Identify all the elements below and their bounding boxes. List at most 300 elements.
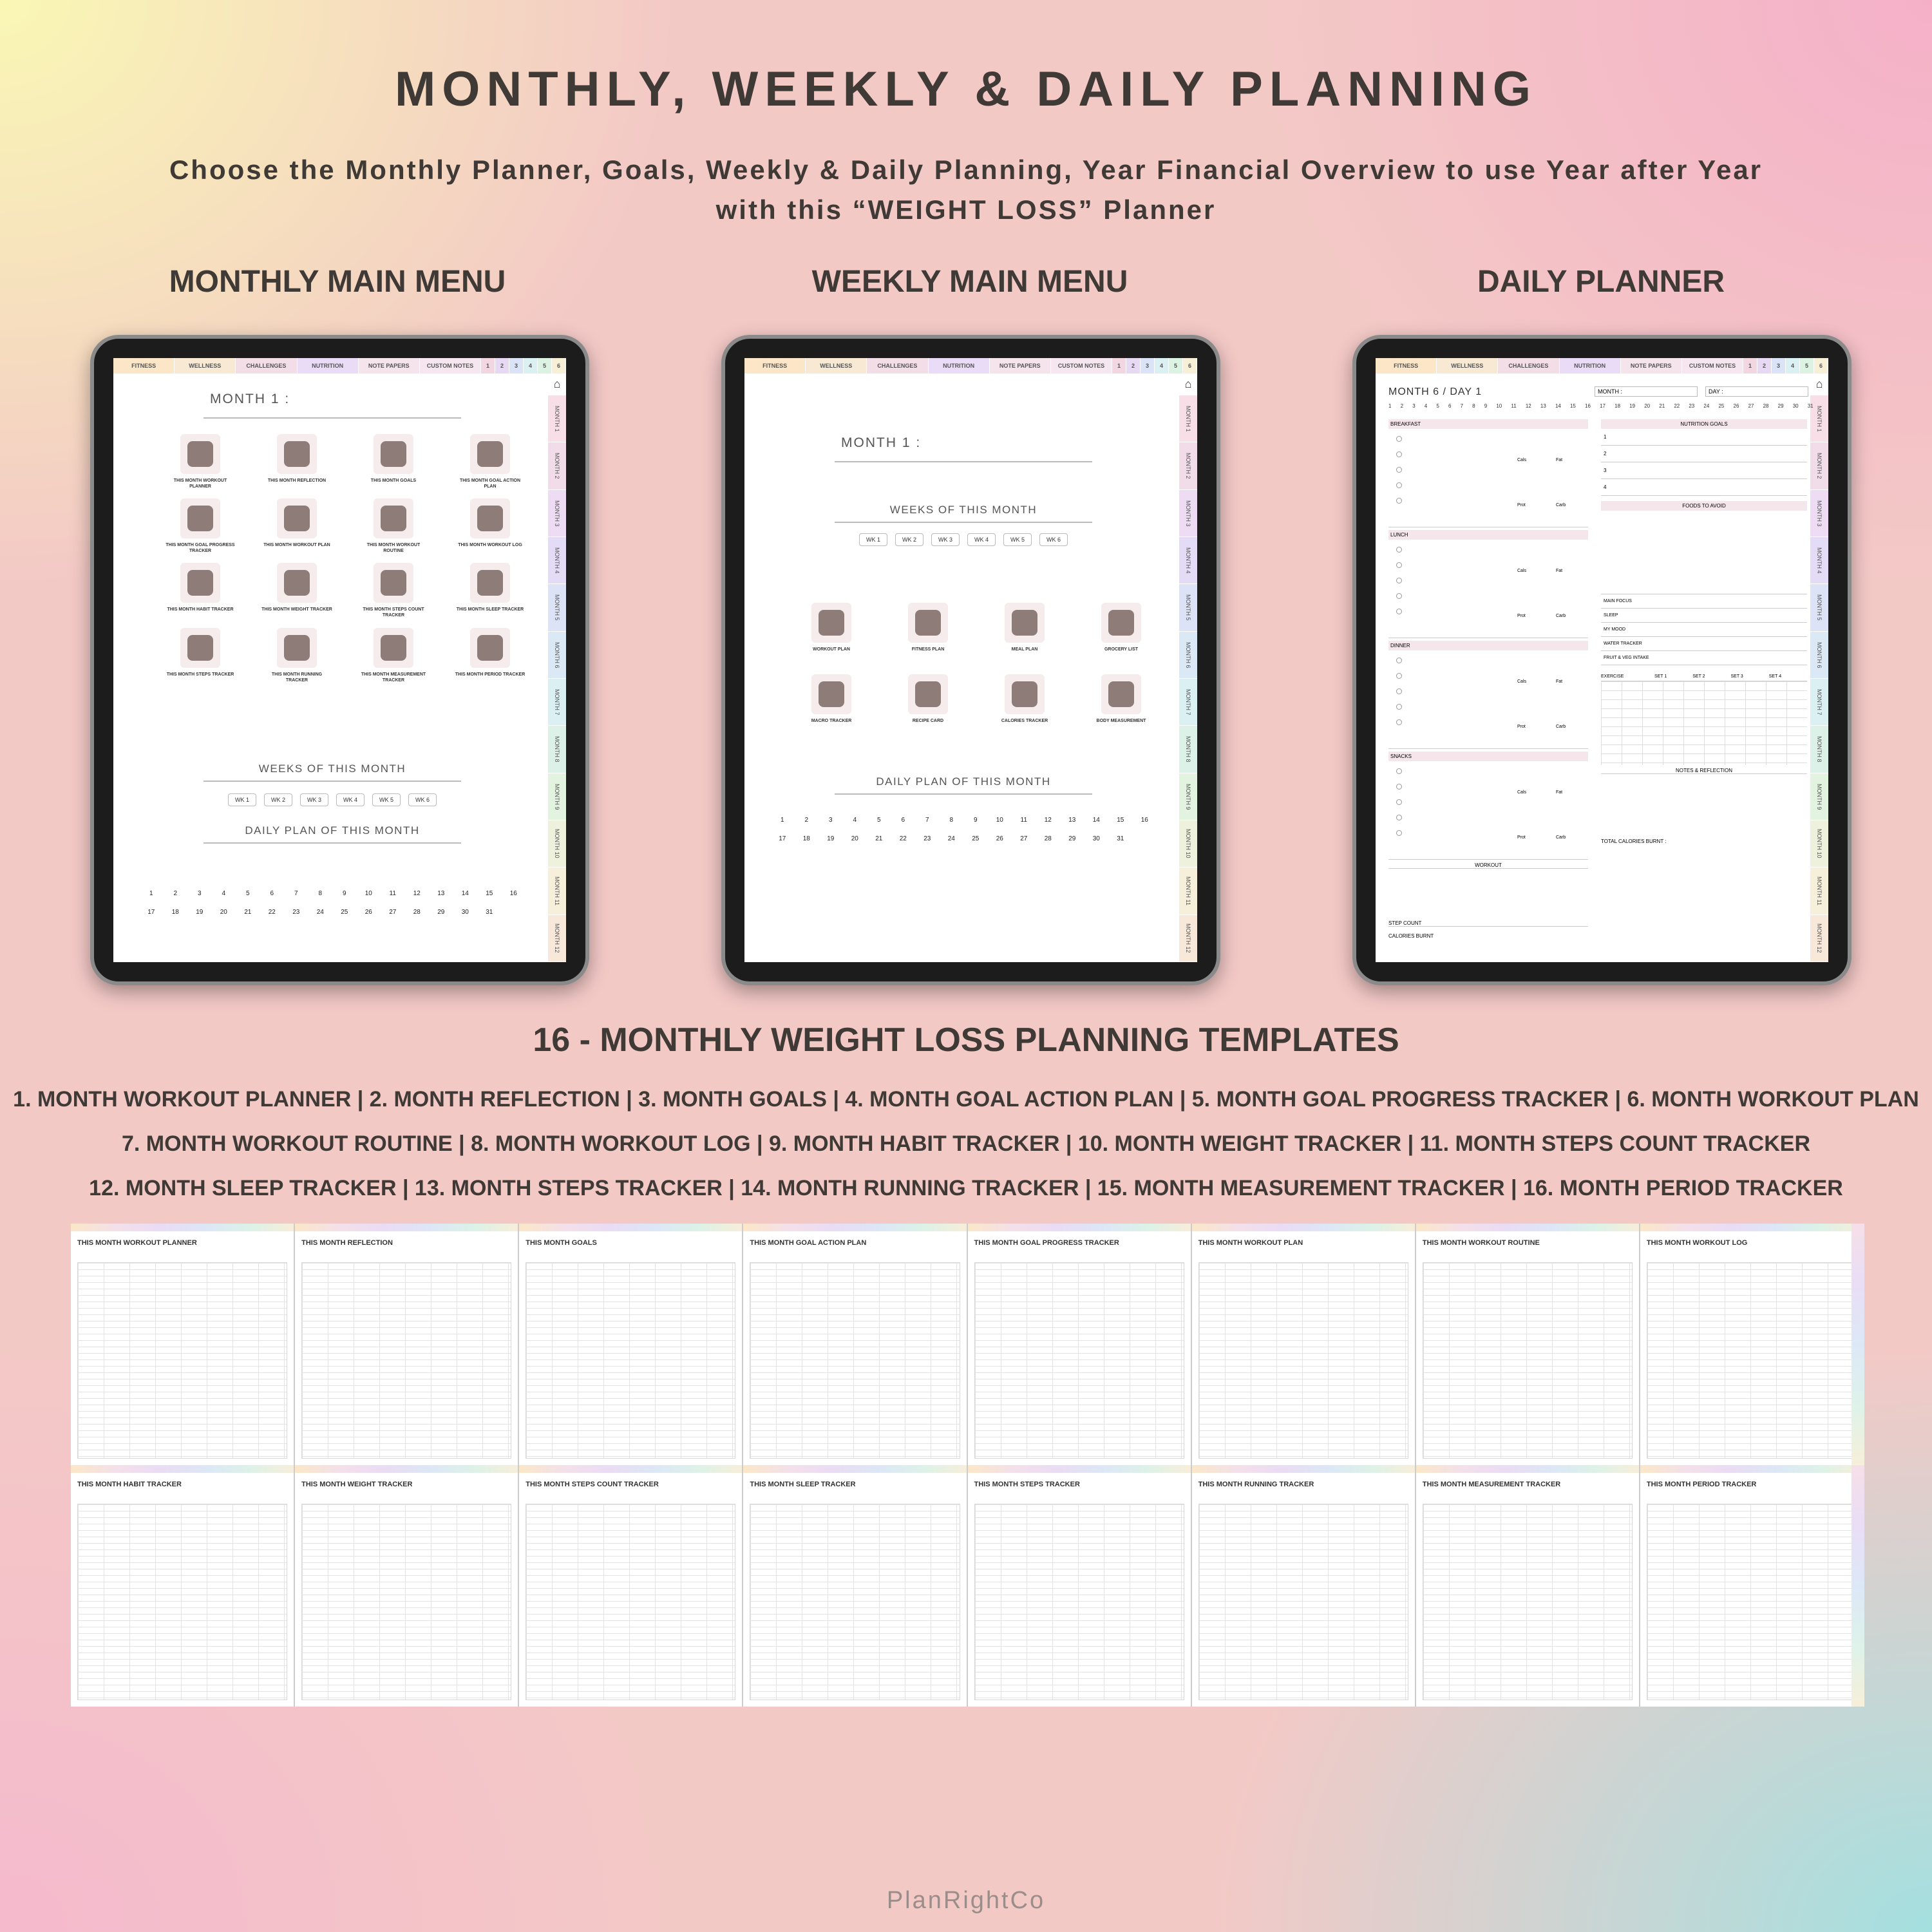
day-link-31[interactable]: 31 [1117,835,1124,842]
day-link-13[interactable]: 13 [1068,817,1076,824]
m-label: THIS MONTH WORKOUT LOG [458,543,522,548]
month-tab-12[interactable]: MONTH 12 [1179,915,1197,962]
day-link-2[interactable]: 2 [1400,403,1404,409]
w-item[interactable] [880,674,976,724]
template-thumbnail[interactable] [295,1224,519,1465]
nutrition-goals: NUTRITION GOALS [1601,419,1807,429]
checkbox[interactable] [1396,451,1402,457]
macro-label: Carb [1556,835,1566,840]
day-link-24[interactable]: 24 [316,909,324,916]
day-link-6[interactable]: 6 [270,890,274,897]
day-link-22[interactable]: 22 [899,835,907,842]
w-label: BODY MEASUREMENT [1096,719,1146,724]
month-tab-6[interactable]: MONTH 6 [1810,632,1828,679]
month-tab-9[interactable]: MONTH 9 [1810,773,1828,820]
day-link-11[interactable]: 11 [389,890,396,897]
daily-screen [1376,358,1828,962]
m-item[interactable] [345,563,442,618]
topbar-tab-wellness[interactable]: WELLNESS [1437,358,1498,374]
day-link-4[interactable]: 4 [1424,403,1428,409]
thumb-title: THIS MONTH GOAL ACTION PLAN [750,1239,867,1247]
day-link-4[interactable]: 4 [853,817,857,824]
day-link-18[interactable]: 18 [802,835,810,842]
month-tab-2[interactable]: MONTH 2 [1810,442,1828,489]
this-month-weight-tracker-icon [277,563,317,603]
month-tab-5[interactable]: MONTH 5 [1810,584,1828,631]
w-item[interactable] [1073,603,1170,652]
m-item[interactable] [152,628,249,683]
day-link-20[interactable]: 20 [851,835,858,842]
m-item[interactable] [249,498,345,554]
thumb-grid [301,1262,511,1459]
day-link-22[interactable]: 22 [1674,403,1680,409]
topbar-tab-note-papers[interactable]: NOTE PAPERS [990,358,1051,374]
day-link-31[interactable]: 31 [486,909,493,916]
day-link-20[interactable]: 20 [220,909,227,916]
week-button-4[interactable]: WK 4 [967,533,996,546]
home-icon[interactable]: ⌂ [548,374,566,395]
m-item[interactable] [152,498,249,554]
month-tab-11[interactable]: MONTH 11 [1179,867,1197,914]
day-link-16[interactable]: 16 [1141,817,1148,824]
m-item[interactable] [345,498,442,554]
week-button-6[interactable]: WK 6 [408,793,437,806]
m-item[interactable] [152,563,249,618]
day-link-30[interactable]: 30 [461,909,469,916]
month-tab-6[interactable]: MONTH 6 [1179,632,1197,679]
day-link-16[interactable]: 16 [509,890,517,897]
day-link-21[interactable]: 21 [1659,403,1665,409]
topbar-tab-note-papers[interactable]: NOTE PAPERS [1621,358,1682,374]
day-link-11[interactable]: 11 [1020,817,1027,824]
this-month-habit-tracker-icon [180,563,220,603]
week-button-2[interactable]: WK 2 [264,793,292,806]
day-link-10[interactable]: 10 [1496,403,1502,409]
day-link-6[interactable]: 6 [1448,403,1452,409]
topbar-tab-nutrition[interactable]: NUTRITION [1560,358,1621,374]
day-link-7[interactable]: 7 [925,817,929,824]
template-thumbnail[interactable] [1416,1224,1640,1465]
tracker-row[interactable]: WATER TRACKER [1601,637,1807,651]
checkbox[interactable] [1396,658,1402,663]
month-tab-9[interactable]: MONTH 9 [1179,773,1197,820]
month-tab-7[interactable]: MONTH 7 [1810,679,1828,726]
m-label: THIS MONTH WORKOUT PLANNER [173,478,227,489]
topbar-num-1[interactable]: 1 [481,358,495,374]
day-link-28[interactable]: 28 [413,909,421,916]
day-link-5[interactable]: 5 [876,817,881,824]
thumb-topbar [1640,1224,1863,1231]
topbar-num-2[interactable]: 2 [1757,358,1772,374]
macro-label: Cals [1517,679,1527,684]
home-icon[interactable]: ⌂ [1179,374,1197,395]
day-link-15[interactable]: 15 [1117,817,1124,824]
tracker-row[interactable]: SLEEP [1601,609,1807,623]
checkbox[interactable] [1396,830,1402,836]
m-item[interactable] [442,628,538,683]
day-link-4[interactable]: 4 [222,890,226,897]
topbar-tab-custom-notes[interactable]: CUSTOM NOTES [420,358,481,374]
thumb-title: THIS MONTH RUNNING TRACKER [1198,1481,1314,1488]
checkbox[interactable] [1396,578,1402,583]
topbar-num-3[interactable]: 3 [1772,358,1786,374]
day-link-30[interactable]: 30 [1092,835,1100,842]
day-link-14[interactable]: 14 [1555,403,1561,409]
checkbox[interactable] [1396,609,1402,614]
month-tab-2[interactable]: MONTH 2 [548,442,566,489]
thumb-topbar [1640,1465,1863,1473]
template-thumbnail[interactable] [1192,1465,1416,1707]
day-link-24[interactable]: 24 [947,835,955,842]
checkbox[interactable] [1396,704,1402,710]
macro-label: Fat [1556,569,1563,573]
topbar-num-2[interactable]: 2 [495,358,509,374]
macro-label: Fat [1556,458,1563,462]
topbar-tab-wellness[interactable]: WELLNESS [806,358,867,374]
day-link-3[interactable]: 3 [1412,403,1416,409]
checkbox[interactable] [1396,719,1402,725]
month-tab-3[interactable]: MONTH 3 [548,490,566,537]
template-thumbnail[interactable] [71,1465,295,1707]
topbar-tab-custom-notes[interactable]: CUSTOM NOTES [1682,358,1743,374]
month-tab-10[interactable]: MONTH 10 [548,820,566,867]
month-tab-4[interactable]: MONTH 4 [1179,537,1197,584]
w-item[interactable] [880,603,976,652]
month-tab-1[interactable]: MONTH 1 [1179,395,1197,442]
day-link-2[interactable]: 2 [804,817,809,824]
month-tab-3[interactable]: MONTH 3 [1179,490,1197,537]
meal-title: SNACKS [1388,752,1588,761]
month-tab-7[interactable]: MONTH 7 [548,679,566,726]
template-thumbnail[interactable] [1640,1465,1864,1707]
day-link-7[interactable]: 7 [1460,403,1464,409]
day-link-18[interactable]: 18 [1615,403,1621,409]
month-tab-4[interactable]: MONTH 4 [1810,537,1828,584]
month-tab-12[interactable]: MONTH 12 [1810,915,1828,962]
topbar-num-4[interactable]: 4 [524,358,538,374]
m-item[interactable] [249,434,345,489]
day-link-28[interactable]: 28 [1044,835,1052,842]
day-link-26[interactable]: 26 [1733,403,1739,409]
day-link-23[interactable]: 23 [1689,403,1695,409]
topbar-tab-challenges[interactable]: CHALLENGES [236,358,297,374]
topbar-tab-challenges[interactable]: CHALLENGES [1498,358,1559,374]
month-tab-6[interactable]: MONTH 6 [548,632,566,679]
topbar-num-5[interactable]: 5 [538,358,552,374]
day-link-8[interactable]: 8 [949,817,954,824]
checkbox[interactable] [1396,688,1402,694]
template-thumbnail[interactable] [968,1224,1192,1465]
day-link-27[interactable]: 27 [1020,835,1028,842]
month-tab-10[interactable]: MONTH 10 [1179,820,1197,867]
day-link-26[interactable]: 26 [996,835,1003,842]
topbar-tab-note-papers[interactable]: NOTE PAPERS [359,358,420,374]
checkbox[interactable] [1396,562,1402,568]
day-grid [139,890,526,916]
day-link-17[interactable]: 17 [1600,403,1605,409]
checkbox[interactable] [1396,815,1402,820]
thumb-topbar [1416,1224,1639,1231]
this-month-running-tracker-icon [277,628,317,668]
day-link-15[interactable]: 15 [486,890,493,897]
w-label: GROCERY LIST [1104,647,1139,652]
day-link-9[interactable]: 9 [1484,403,1488,409]
day-link-1[interactable]: 1 [149,890,153,897]
template-thumbnail[interactable] [1192,1224,1416,1465]
week-button-5[interactable]: WK 5 [372,793,401,806]
day-link-25[interactable]: 25 [972,835,980,842]
day-link-20[interactable]: 20 [1644,403,1651,409]
topbar-tab-custom-notes[interactable]: CUSTOM NOTES [1051,358,1112,374]
week-button-3[interactable]: WK 3 [931,533,960,546]
day-link-27[interactable]: 27 [1748,403,1754,409]
day-link-8[interactable]: 8 [318,890,323,897]
template-thumbnail[interactable] [743,1465,967,1707]
topbar-tab-nutrition[interactable]: NUTRITION [298,358,359,374]
thumb-topbar [519,1224,742,1231]
day-link-9[interactable]: 9 [342,890,346,897]
day-link-11[interactable]: 11 [1511,403,1517,409]
thumb-grid [974,1262,1184,1459]
month-tab-1[interactable]: MONTH 1 [1810,395,1828,442]
day-link-6[interactable]: 6 [901,817,905,824]
day-link-2[interactable]: 2 [173,890,178,897]
day-link-13[interactable]: 13 [1540,403,1546,409]
set-3: SET 3 [1730,674,1743,679]
day-link-12[interactable]: 12 [1525,403,1531,409]
day-link-25[interactable]: 25 [341,909,348,916]
day-field[interactable]: DAY : [1705,386,1808,397]
m-item[interactable] [249,628,345,683]
month-tab-3[interactable]: MONTH 3 [1810,490,1828,537]
day-link-5[interactable]: 5 [245,890,250,897]
total-calories: TOTAL CALORIES BURNT : [1601,838,1667,844]
checkbox[interactable] [1396,784,1402,790]
template-thumbnail[interactable] [968,1465,1192,1707]
m-label: THIS MONTH WORKOUT ROUTINE [366,543,421,554]
day-link-13[interactable]: 13 [437,890,445,897]
thumb-title: THIS MONTH PERIOD TRACKER [1646,1481,1757,1488]
day-link-12[interactable]: 12 [1044,817,1052,824]
day-link-19[interactable]: 19 [827,835,835,842]
topbar-num-3[interactable]: 3 [1141,358,1155,374]
goal-row[interactable]: 3 [1601,462,1807,479]
topbar-num-5[interactable]: 5 [1169,358,1183,374]
set-1: SET 1 [1654,674,1667,679]
right-column [1601,419,1807,844]
topbar-tab-fitness[interactable]: FITNESS [1376,358,1437,374]
day-link-1[interactable]: 1 [780,817,784,824]
w-item[interactable] [783,674,880,724]
day-link-15[interactable]: 15 [1569,403,1576,409]
thumb-topbar [968,1224,1191,1231]
day-link-23[interactable]: 23 [292,909,300,916]
month-tab-7[interactable]: MONTH 7 [1179,679,1197,726]
thumb-topbar [295,1465,518,1473]
checkbox[interactable] [1396,673,1402,679]
checkbox[interactable] [1396,482,1402,488]
day-link-14[interactable]: 14 [461,890,469,897]
w-item[interactable] [976,603,1073,652]
day-link-24[interactable]: 24 [1703,403,1710,409]
day-link-29[interactable]: 29 [1068,835,1076,842]
this-month-reflection-icon [277,434,317,474]
goal-row[interactable]: 1 [1601,429,1807,446]
thumb-title: THIS MONTH GOALS [526,1239,597,1247]
month-tab-8[interactable]: MONTH 8 [548,726,566,773]
month-tab-10[interactable]: MONTH 10 [1810,820,1828,867]
home-icon[interactable]: ⌂ [1810,374,1828,395]
m-item[interactable] [442,434,538,489]
day-link-25[interactable]: 25 [1718,403,1725,409]
m-item[interactable] [442,563,538,618]
topbar-tab-nutrition[interactable]: NUTRITION [929,358,990,374]
m-item[interactable] [345,628,442,683]
day-link-17[interactable]: 17 [779,835,786,842]
day-link-10[interactable]: 10 [365,890,372,897]
tracker-row[interactable]: FRUIT & VEG INTAKE [1601,651,1807,665]
topbar-num-4[interactable]: 4 [1155,358,1169,374]
topbar-num-4[interactable]: 4 [1786,358,1800,374]
day-link-28[interactable]: 28 [1763,403,1769,409]
tracker-row[interactable]: MAIN FOCUS [1601,594,1807,609]
day-link-17[interactable]: 17 [147,909,155,916]
template-thumbnail[interactable] [71,1224,295,1465]
day-link-16[interactable]: 16 [1585,403,1591,409]
month-tab-11[interactable]: MONTH 11 [548,867,566,914]
w-item[interactable] [1073,674,1170,724]
thumb-title: THIS MONTH GOAL PROGRESS TRACKER [974,1239,1119,1247]
w-label: WORKOUT PLAN [813,647,850,652]
thumb-grid [1647,1262,1857,1459]
day-link-18[interactable]: 18 [171,909,179,916]
foods-to-avoid: FOODS TO AVOID [1601,501,1807,511]
topbar-num-1[interactable]: 1 [1112,358,1126,374]
day-link-23[interactable]: 23 [923,835,931,842]
calories-tracker-icon [1005,674,1045,714]
day-link-29[interactable]: 29 [1777,403,1784,409]
week-button-2[interactable]: WK 2 [895,533,923,546]
thumb-title: THIS MONTH WORKOUT ROUTINE [1422,1239,1540,1247]
week-button-4[interactable]: WK 4 [336,793,365,806]
month-tab-4[interactable]: MONTH 4 [548,537,566,584]
w-item[interactable] [783,603,880,652]
topbar-num-6[interactable]: 6 [552,358,566,374]
topbar-num-1[interactable]: 1 [1743,358,1757,374]
topbar-num-6[interactable]: 6 [1183,358,1197,374]
macro-label: Carb [1556,724,1566,729]
checkbox[interactable] [1396,436,1402,442]
template-thumbnail[interactable] [519,1224,743,1465]
week-button-6[interactable]: WK 6 [1039,533,1068,546]
day-link-22[interactable]: 22 [268,909,276,916]
topbar-tab-fitness[interactable]: FITNESS [113,358,175,374]
checkbox[interactable] [1396,799,1402,805]
checkbox[interactable] [1396,593,1402,599]
template-thumbnail[interactable] [295,1465,519,1707]
thumb-topbar [71,1465,294,1473]
topbar-num-6[interactable]: 6 [1814,358,1828,374]
topbar-num-5[interactable]: 5 [1800,358,1814,374]
topbar-tab-fitness[interactable]: FITNESS [744,358,806,374]
day-link-30[interactable]: 30 [1792,403,1799,409]
template-thumbnail[interactable] [743,1224,967,1465]
day-link-3[interactable]: 3 [197,890,202,897]
topbar-tab-wellness[interactable]: WELLNESS [175,358,236,374]
day-link-21[interactable]: 21 [244,909,252,916]
checkbox[interactable] [1396,498,1402,504]
month-tab-9[interactable]: MONTH 9 [548,773,566,820]
day-link-21[interactable]: 21 [875,835,883,842]
templates-title: 16 - MONTHLY WEIGHT LOSS PLANNING TEMPLATES [533,1021,1399,1059]
topbar-tab-challenges[interactable]: CHALLENGES [867,358,928,374]
month-tab-12[interactable]: MONTH 12 [548,915,566,962]
w-item[interactable] [976,674,1073,724]
day-link-19[interactable]: 19 [196,909,204,916]
week-button-1[interactable]: WK 1 [228,793,256,806]
template-thumbnail[interactable] [1640,1224,1864,1465]
month-tab-11[interactable]: MONTH 11 [1810,867,1828,914]
checkbox[interactable] [1396,768,1402,774]
m-label: THIS MONTH WEIGHT TRACKER [261,607,332,612]
topbar-num-3[interactable]: 3 [509,358,524,374]
day-link-5[interactable]: 5 [1436,403,1439,409]
month-tab-8[interactable]: MONTH 8 [1810,726,1828,773]
checkbox[interactable] [1396,547,1402,553]
meal-snacks [1388,752,1588,860]
m-item[interactable] [345,434,442,489]
topbar-num-2[interactable]: 2 [1126,358,1141,374]
tracker-row[interactable]: MY MOOD [1601,623,1807,637]
macro-label: Carb [1556,614,1566,618]
day-link-31[interactable]: 31 [1807,403,1814,409]
day-link-7[interactable]: 7 [294,890,298,897]
month-tab-2[interactable]: MONTH 2 [1179,442,1197,489]
m-item[interactable] [442,498,538,554]
week-button-3[interactable]: WK 3 [300,793,328,806]
day-link-27[interactable]: 27 [389,909,397,916]
week-button-1[interactable]: WK 1 [859,533,887,546]
day-link-1[interactable]: 1 [1388,403,1392,409]
template-thumbnail[interactable] [519,1465,743,1707]
meals-column [1388,419,1588,939]
day-link-26[interactable]: 26 [365,909,372,916]
month-field[interactable]: MONTH : [1595,386,1698,397]
day-link-19[interactable]: 19 [1629,403,1636,409]
m-item[interactable] [152,434,249,489]
day-link-10[interactable]: 10 [996,817,1003,824]
this-month-goal-action-plan-icon [470,434,510,474]
month-tab-8[interactable]: MONTH 8 [1179,726,1197,773]
day-link-29[interactable]: 29 [437,909,445,916]
month-tab-1[interactable]: MONTH 1 [548,395,566,442]
m-item[interactable] [249,563,345,618]
goal-row[interactable]: 4 [1601,479,1807,496]
meal-plan-icon [1005,603,1045,643]
month-tab-5[interactable]: MONTH 5 [548,584,566,631]
day-link-8[interactable]: 8 [1472,403,1475,409]
goal-row[interactable]: 2 [1601,446,1807,462]
thumb-grid [750,1262,960,1459]
day-link-12[interactable]: 12 [413,890,421,897]
template-thumbnail[interactable] [1416,1465,1640,1707]
checkbox[interactable] [1396,467,1402,473]
month-tab-5[interactable]: MONTH 5 [1179,584,1197,631]
day-link-3[interactable]: 3 [828,817,833,824]
day-link-9[interactable]: 9 [973,817,978,824]
week-button-5[interactable]: WK 5 [1003,533,1032,546]
day-link-14[interactable]: 14 [1092,817,1100,824]
